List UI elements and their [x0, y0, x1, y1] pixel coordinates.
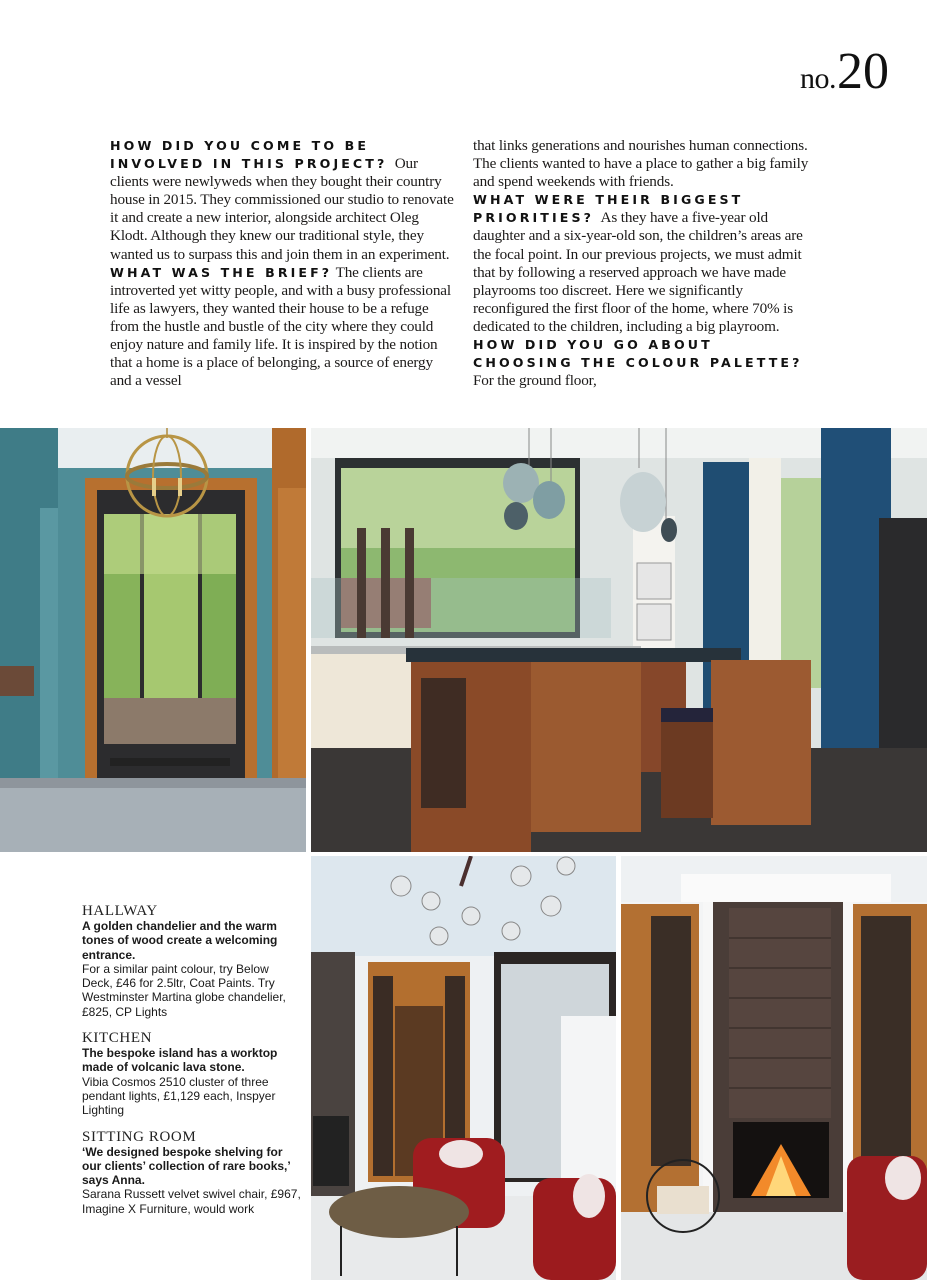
photo-kitchen — [311, 428, 927, 852]
caption-lede: A golden chandelier and the warm tones of wood create a welcoming entrance. — [82, 919, 278, 962]
question-heading: WHAT WAS THE BRIEF? — [110, 264, 333, 280]
answer-text: The clients are introverted yet witty people, and with a busy professional life as lawyers, they wanted their house to be a refuge from the hustle and bustle of the city where they could enjoy nature and family life. It is inspired by the notion that a home is a place of belonging, a source of energy and a vessel — [110, 263, 451, 390]
caption-lede: The bespoke island has a worktop made of volcanic lava stone. — [82, 1046, 278, 1075]
article-column-left — [110, 137, 458, 390]
photo-sitting-room — [311, 856, 616, 1280]
photo-hallway — [0, 428, 306, 852]
caption-title: HALLWAY — [82, 903, 158, 919]
caption-text: Sarana Russett velvet swivel chair, £967, Imagine X Furniture, would work — [82, 1187, 301, 1216]
answer-text: For the ground floor, — [473, 372, 597, 390]
caption-sitting-room — [82, 1129, 302, 1216]
qa-colour-palette — [473, 336, 815, 390]
issue-prefix: no. — [800, 62, 836, 95]
answer-text: As they have a five-year old daughter and a six-year-old son, the children’s areas are the focal point. In our previous projects, we must admit that by following a reserved approach we have made playrooms too discreet. Here we significantly reconfigured the first floor of the home, where 70% is dedicated to the children, including a big playroom. — [473, 209, 803, 335]
caption-title: KITCHEN — [82, 1030, 153, 1047]
caption-hallway — [82, 903, 302, 1019]
question-heading: HOW DID YOU GO ABOUT CHOOSING THE COLOUR PALETTE? — [473, 337, 803, 371]
qa-involvement — [110, 137, 458, 264]
caption-kitchen — [82, 1030, 302, 1117]
photo-captions — [82, 903, 302, 1227]
caption-lede: ‘We designed bespoke shelving for our clients’ collection of rare books,’ says Anna. — [82, 1144, 291, 1188]
qa-priorities — [473, 191, 815, 336]
caption-text: For a similar paint colour, try Below Deck, £46 for 2.5ltr, Coat Paints. Try Westminster Martina globe chandelier, £825, CP Lights — [82, 961, 286, 1019]
article-column-right — [473, 137, 815, 390]
brief-continuation: that links generations and nourishes human connections. The clients wanted to have a place to gather a big family and spend weekends with friends. — [473, 137, 809, 191]
qa-brief — [110, 264, 458, 391]
photo-fireplace — [621, 856, 927, 1280]
issue-number-value: 20 — [837, 43, 889, 100]
answer-text: Our clients were newlyweds when they bought their country house in 2015. They commissioned our studio to renovate it and create a new interior, alongside architect Oleg Klodt. Although they knew our traditional style, they wanted us to surpass this and join them in an experiment. — [110, 155, 454, 263]
caption-text: Vibia Cosmos 2510 cluster of three pendant lights, £1,129 each, Inspyer Lighting — [82, 1074, 276, 1118]
question-heading: HOW DID YOU COME TO BE INVOLVED IN THIS PROJECT? — [110, 138, 388, 172]
issue-number — [800, 43, 889, 100]
caption-title: SITTING ROOM — [82, 1128, 197, 1145]
question-heading: WHAT WERE THEIR BIGGEST PRIORITIES? — [473, 192, 744, 226]
